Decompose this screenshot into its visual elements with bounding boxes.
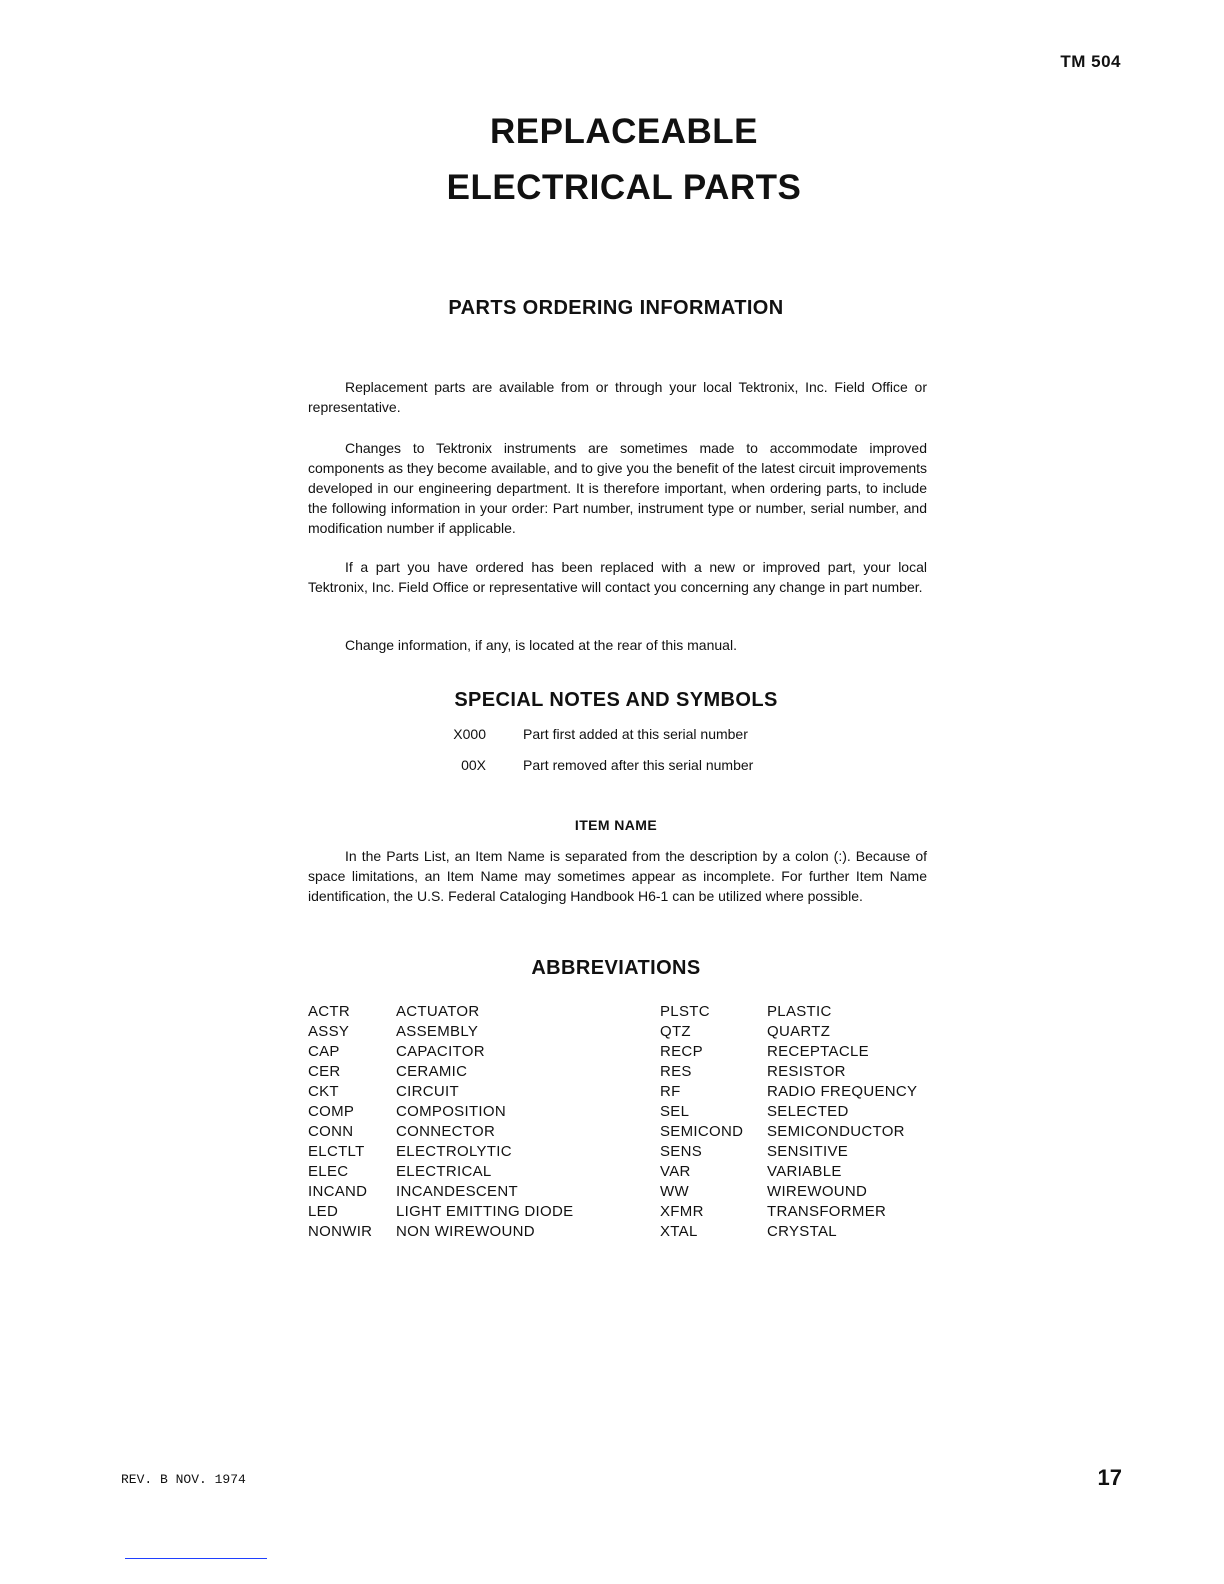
abbreviation-row: NONWIR NON WIREWOUND [308, 1223, 535, 1240]
abbreviations-heading: ABBREVIATIONS [531, 957, 701, 979]
abbreviation-row: ASSY ASSEMBLY [308, 1023, 479, 1040]
abbreviation-row: COMP COMPOSITION [308, 1103, 506, 1120]
abbreviation-row: WW WIREWOUND [660, 1183, 868, 1200]
abbreviation-row: RF RADIO FREQUENCY [660, 1083, 918, 1100]
abbreviation-row: RES RESISTOR [660, 1063, 846, 1080]
abbreviation-row: INCAND INCANDESCENT [308, 1183, 518, 1200]
item-name-heading: ITEM NAME [574, 817, 658, 833]
revision-date: REV. B NOV. 1974 [121, 1472, 246, 1487]
item-name-paragraph: In the Parts List, an Item Name is separated from the description by a colon (:). Because of space limitations, an Item Name may sometimes appear as incomplete. For further Item Name identification, the U.S. Federal Cataloging Handbook H6-1 can be utilized where possible. [308, 848, 927, 904]
title-line-2: ELECTRICAL PARTS [446, 168, 802, 207]
abbreviation-row: SEL SELECTED [660, 1103, 849, 1120]
abbreviation-row: CER CERAMIC [308, 1063, 468, 1080]
abbreviation-row: LED LIGHT EMITTING DIODE [308, 1203, 574, 1220]
abbreviations-left-column [308, 1002, 573, 1242]
abbreviation-row: RECP RECEPTACLE [660, 1043, 869, 1060]
abbreviation-row: XTAL CRYSTAL [660, 1223, 837, 1240]
header-model-number: TM 504 [1060, 52, 1121, 71]
abbreviation-row: SENS SENSITIVE [660, 1143, 849, 1160]
abbreviation-row: ELEC ELECTRICAL [308, 1163, 492, 1180]
abbreviation-row: ELCTLT ELECTROLYTIC [308, 1143, 512, 1160]
page-number: 17 [1097, 1465, 1122, 1490]
ordering-paragraph-1: Replacement parts are available from or through your local Tektronix, Inc. Field Office or representative. [308, 379, 927, 415]
abbreviation-row: CAP CAPACITOR [308, 1043, 485, 1060]
abbreviation-row: SEMICOND SEMICONDUCTOR [660, 1123, 905, 1140]
abbreviation-row: QTZ QUARTZ [660, 1023, 831, 1040]
ordering-paragraph-2: Changes to Tektronix instruments are sometimes made to accommodate improved components as they become available, and to give you the benefit of the latest circuit improvements developed in our engineering department. It is therefore important, when ordering parts, to include the following information in your order: Part number, instrument type or number, serial number, and modification number if applicable. [308, 440, 927, 536]
abbreviation-row: XFMR TRANSFORMER [660, 1203, 887, 1220]
abbreviations-right-column [660, 1002, 917, 1242]
abbreviation-row: CONN CONNECTOR [308, 1123, 496, 1140]
abbreviation-row: PLSTC PLASTIC [660, 1003, 832, 1020]
ordering-paragraph-4: Change information, if any, is located at the rear of this manual. [345, 637, 737, 653]
abbreviation-row: CKT CIRCUIT [308, 1083, 459, 1100]
symbol-code: 00X [461, 757, 486, 773]
footer-divider [125, 1558, 267, 1559]
title-line-1: REPLACEABLE [489, 112, 759, 151]
abbreviation-row: ACTR ACTUATOR [308, 1003, 480, 1020]
ordering-heading: PARTS ORDERING INFORMATION [448, 297, 784, 319]
abbreviation-row: VAR VARIABLE [660, 1163, 842, 1180]
ordering-paragraph-3: If a part you have ordered has been replaced with a new or improved part, your local Tektronix, Inc. Field Office or representative will contact you concerning any change in part number. [308, 559, 927, 595]
symbol-description: Part removed after this serial number [523, 757, 754, 773]
symbol-description: Part first added at this serial number [523, 726, 748, 742]
notes-heading: SPECIAL NOTES AND SYMBOLS [454, 689, 778, 711]
symbol-code: X000 [453, 726, 486, 742]
